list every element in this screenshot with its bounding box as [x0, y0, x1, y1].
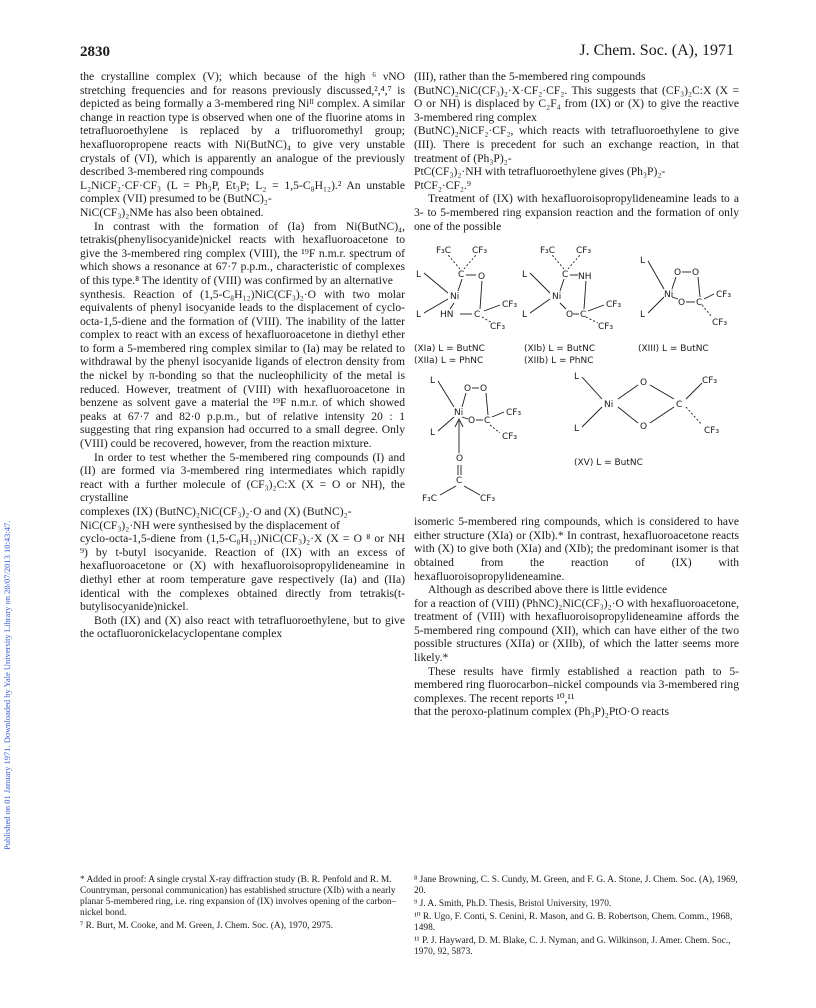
bond-line [582, 407, 602, 427]
oxygen-label: O [566, 310, 574, 321]
carbon-label: C [458, 270, 465, 281]
bond-line [650, 407, 674, 423]
bond-line [490, 425, 500, 433]
oxygen-label: O [674, 268, 682, 279]
paragraph: These results have firmly established a reaction path to 5-membered ring fluorocarbon–nickel compounds via 3-membered ring complexes. The recent reports ¹⁰,¹¹ [414, 664, 739, 705]
bond-line [584, 281, 586, 309]
structure-xia [416, 246, 517, 332]
ligand-label: L [640, 310, 646, 321]
right-column [414, 70, 739, 719]
footnote: ⁹ J. A. Smith, Ph.D. Thesis, Bristol University, 1970. [414, 899, 612, 909]
cf3-label: CF₃ [716, 290, 732, 301]
bond-line [672, 277, 676, 289]
oxygen-label: O [640, 422, 648, 433]
formula-line: L₂NiCF₂·CF·CF₃ (L = Ph₃P, Et₃P; L₂ = 1,5-C₈H₁₂).² An unstable complex (VII) presumed to be (ButNC)₂- [80, 178, 405, 206]
oxygen-label: O [456, 454, 464, 465]
bond-line [704, 294, 714, 299]
cf3-label: CF₃ [712, 318, 728, 329]
ligand-label: L [430, 428, 436, 439]
cf3-label: CF₃ [606, 300, 622, 311]
cf3-label: CF₃ [490, 322, 506, 333]
oxygen-label: O [468, 416, 476, 427]
footnote: ⁸ Jane Browning, C. S. Cundy, M. Green, and F. G. A. Stone, J. Chem. Soc. (A), 1969, 20. [414, 875, 738, 896]
formula-line: that the peroxo-platinum complex (Ph₃P)₂PtO·O reacts [414, 705, 670, 719]
paragraph: synthesis. Reaction of (1,5-C₈H₁₂)NiC(CF₃)₂·O with two molar equivalents of phenyl isocyanide leads to the displacement of cyclo-octa-1,5-diene and the formation of (VIII). The inability of the latter complex to react with an excess of hexafluoroacetone in diethyl ether to form a 5-membered ring complex similar to (Ia) may be related to withdrawal by the phenyl isocyanide ligands of electron density from the nickel by π-bonding so that the nucleophilicity of the metal is reduced. However, treatment of (VIII) with hexafluoroacetone in benzene as solvent gave a material the ¹⁹F n.m.r. of which showed peaks at 67·7 and 82·0 p.p.m., but of relative intensity 20 : 1 suggesting that ring expansion had occurred to a small degree. Only (VIII) could be recovered, however, from the reaction mixture. [80, 287, 405, 451]
bond-line [618, 385, 638, 399]
cf3-label: CF₃ [704, 426, 720, 437]
bond-line [530, 299, 550, 313]
carbon-label: C [484, 416, 491, 427]
bond-line [648, 297, 664, 313]
bond-line [424, 273, 448, 293]
bond-line [492, 412, 504, 417]
paragraph: isomeric 5-membered ring compounds, which is considered to have either structure (XIa) or (XIb).* In contrast, hexafluoroacetone reacts with (X) to give both (XIa) and (XIb); the predominant isomer is that obtained from the reaction of (IX) with hexafluoroisopropylideneamine. [414, 515, 739, 583]
oxygen-label: O [640, 378, 648, 389]
paragraph: (ButNC)₂NiC(CF₃)₂·X·CF₂·CF₂. This suggests that (CF₃)₂C:X (X = O or NH) is displaced by C₂F₄ from (IX) or (X) to give the reactive 3-membered ring complex [414, 83, 739, 124]
cf3-label: CF₃ [480, 494, 496, 505]
carbon-label: C [580, 310, 587, 321]
formula-line: PtC(CF₃)₂·NH with tetrafluoroethylene gives (Ph₃P)₂- [414, 165, 666, 179]
bond-line [586, 317, 598, 323]
structure-xib [522, 246, 621, 332]
nh-label: NH [578, 272, 592, 283]
bond-line [648, 261, 664, 289]
bond-line [438, 381, 454, 407]
structure-svg [414, 239, 739, 511]
bond-line [438, 417, 454, 431]
bond-line [582, 377, 602, 399]
bond-line [448, 255, 460, 269]
paragraph: (ButNC)₂NiCF₂·CF₂, which reacts with tetrafluoroethylene to give (III). There is precedent for such an exchange reaction, in that treatment of (Ph₃P)₂- [414, 124, 739, 165]
carbon-label: C [676, 400, 683, 411]
paragraph: In contrast with the formation of (Ia) from Ni(ButNC)₄, tetrakis(phenylisocyanide)nickel reacts with hexafluoroacetone to give the 3-membered ring complex (VIII), the ¹⁹F n.m.r. spectrum of which shows a resonance at 67·7 p.p.m., characteristic of complexes of this type.⁸ The identity of (VIII) was confirmed by an alternative [80, 219, 405, 287]
oxygen-label: O [480, 384, 488, 395]
cf3-label: CF₃ [506, 408, 522, 419]
compound-label: (XIII) L = ButNC [638, 344, 709, 355]
compound-label: (XIIa) L = PhNC [414, 356, 484, 367]
cf3-label: CF₃ [502, 432, 518, 443]
ligand-label: L [522, 310, 528, 321]
footnote: ¹¹ P. J. Hayward, D. M. Blake, C. J. Nyman, and G. Wilkinson, J. Amer. Chem. Soc., 1970, 92, 5873. [414, 936, 731, 957]
bond-line [650, 385, 674, 399]
hn-label: HN [440, 310, 454, 321]
bond-line [530, 273, 550, 293]
formula-line: NiC(CF₃)₂NMe has also been obtained. [80, 205, 264, 219]
bond-line [440, 486, 456, 495]
compound-label: (XIIb) L = PhNC [524, 356, 594, 367]
bond-line [552, 255, 564, 269]
structure-xv [574, 372, 719, 436]
paragraph: cyclo-octa-1,5-diene from (1,5-C₈H₁₂)NiC(CF₃)₂·X (X = O ⁸ or NH ⁹) by t-butyl isocyanide. Reaction of (IX) with an excess of hexafluoroacetone or (X) with hexafluoroisopropylideneamine in diethyl ether at room temperature gave respectively (Ia) and (IIa) identical with the complexes obtained directly from tetrakis(t-butylisocyanide)nickel. [80, 532, 405, 614]
nickel-label: Ni [450, 292, 460, 303]
cf3-label: CF₃ [472, 246, 488, 257]
structure-xiii [640, 256, 731, 328]
left-column [80, 70, 405, 641]
formula-line: NiC(CF₃)₂·NH were synthesised by the displacement of [80, 518, 340, 532]
download-watermark-text: Published on 01 January 1971. Downloaded by Yale University Library on 20/07/2013 10:43:47. [2, 520, 12, 850]
footnotes-left [80, 875, 405, 934]
paragraph: the crystalline complex (V); which because of the high ⁶ νNO stretching frequencies and for reasons previously discussed,²,⁴,⁷ is depicted as being formally a 3-membered ring Niᴵᴵ complex. A similar change in reaction type is observed when one of the fluorine atoms in tetrafluoroethylene is replaced by a trifluoromethyl group; hexafluoropropene reacts with Ni(ButNC)₄ to give very unstable crystals of (VI), which is apparently an analogue of the previously described 3-membered ring compounds [80, 70, 405, 179]
bond-line [450, 303, 454, 309]
paragraph: Treatment of (IX) with hexafluoroisopropylideneamine leads to a 3- to 5-membered ring expansion reaction and the formation of only one of the possible [414, 192, 739, 233]
f3c-label: F₃C [436, 246, 452, 257]
bond-line [588, 305, 604, 311]
bond-line [686, 407, 702, 425]
bond-line [698, 277, 700, 297]
f3c-label: F₃C [422, 494, 438, 505]
oxygen-label: O [692, 268, 700, 279]
bond-line [560, 303, 566, 309]
ligand-label: L [574, 424, 580, 435]
cf3-label: CF₃ [702, 376, 718, 387]
paragraph: Although as described above there is little evidence [428, 583, 668, 597]
carbon-label: C [456, 476, 463, 487]
bond-line [464, 486, 480, 495]
structure-xiv [422, 376, 521, 504]
ligand-label: L [416, 310, 422, 321]
formula-line: complexes (IX) (ButNC)₂NiC(CF₃)₂·O and (X) (ButNC)₂- [80, 505, 352, 518]
bond-line [480, 281, 482, 309]
compound-label: (XV) L = ButNC [574, 458, 643, 469]
paragraph: Both (IX) and (X) also react with tetrafluoroethylene, but to give the octafluoronickelacyclopentane complex [80, 613, 405, 641]
bond-line [458, 279, 462, 291]
journal-header: J. Chem. Soc. (A), 1971 [579, 42, 734, 59]
carbon-label: C [474, 310, 481, 321]
ligand-label: L [574, 372, 580, 383]
ligand-label: L [430, 376, 436, 387]
bond-line [484, 305, 500, 311]
cf3-label: CF₃ [502, 300, 518, 311]
nickel-label: Ni [552, 292, 562, 303]
bond-line [702, 305, 712, 317]
compound-label: (XIb) L = ButNC [524, 344, 596, 355]
bond-line [560, 279, 564, 291]
nickel-label: Ni [454, 408, 464, 419]
ligand-label: L [640, 256, 646, 267]
oxygen-label: O [478, 272, 486, 283]
footnotes-right [414, 875, 739, 960]
paragraph: (III), rather than the 5-membered ring compounds [414, 70, 646, 83]
download-watermark [2, 150, 14, 850]
f3c-label: F₃C [540, 246, 556, 257]
ligand-label: L [416, 270, 422, 281]
structure-figure [414, 239, 739, 511]
ligand-label: L [522, 270, 528, 281]
page-number: 2830 [80, 44, 110, 60]
bond-line [568, 255, 580, 269]
footnote: ⁷ R. Burt, M. Cooke, and M. Green, J. Chem. Soc. (A), 1970, 2975. [80, 921, 333, 931]
oxygen-label: O [678, 298, 686, 309]
bond-line [462, 393, 466, 407]
bond-line [464, 255, 476, 269]
compound-label: (XIa) L = ButNC [414, 344, 485, 355]
cf3-label: CF₃ [576, 246, 592, 257]
paragraph: In order to test whether the 5-membered ring compounds (I) and (II) are formed via 3-membered ring intermediates which rapidly react with a further molecule of (CF₃)₂C:X (X = O or NH), the crystalline [80, 450, 405, 505]
paragraph: for a reaction of (VIII) (PhNC)₂NiC(CF₃)₂·O with hexafluoroacetone, treatment of (VIII) with hexafluoroisopropylideneamine affords the 5-membered ring compound (XII), which can have either of the two possible structures (XIIa) or (XIIb), of which the latter seems more likely.* [414, 596, 739, 665]
cf3-label: CF₃ [598, 322, 614, 333]
nickel-label: Ni [664, 290, 674, 301]
bond-line [482, 317, 492, 323]
carbon-label: C [562, 270, 569, 281]
footnote: * Added in proof: A single crystal X-ray diffraction study (B. R. Penfold and R. M. Countryman, personal communication) has established structure (XIb) with a nearly planar 5-membered ring, i.e. ring expansion of (IX) involves opening of the carbon–nickel bond. [80, 875, 397, 918]
formula-line: PtCF₂·CF₂.⁹ [414, 178, 471, 192]
carbon-label: C [696, 298, 703, 309]
bond-line [486, 393, 488, 415]
nickel-label: Ni [604, 400, 614, 411]
bond-line [686, 383, 702, 399]
bond-line [618, 407, 638, 423]
oxygen-label: O [464, 384, 472, 395]
footnote: ¹⁰ R. Ugo, F. Conti, S. Cenini, R. Mason, and G. B. Robertson, Chem. Comm., 1968, 1498. [414, 912, 733, 933]
